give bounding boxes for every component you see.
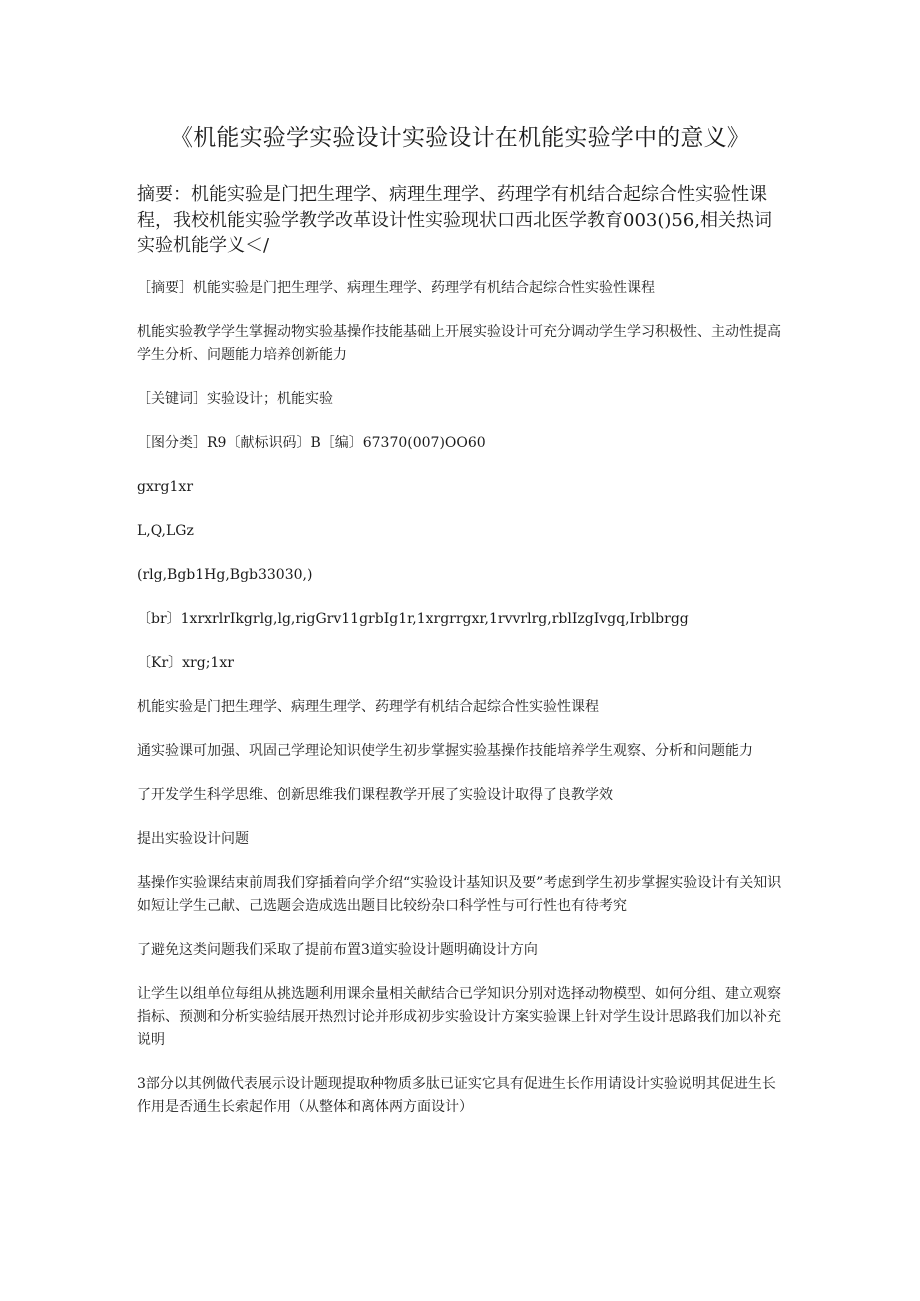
document-title: 《机能实验学实验设计实验设计在机能实验学中的意义》 <box>170 125 750 151</box>
body-paragraph: 3部分以其例做代表展示设计题现提取种物质多肽已证实它具有促进生长作用请设计实验说明其促进生长作用是否通生长索起作用（从整体和离体两方面设计） <box>137 1076 776 1115</box>
body-paragraph: 〔Kr〕xrg;1xr <box>137 655 234 671</box>
body-paragraph: gxrg1xr <box>137 479 194 495</box>
document-body <box>137 277 787 1140</box>
body-paragraph: (rlg,Bgb1Hg,Bgb33030,) <box>137 567 313 583</box>
section-heading: 提出实验设计问题 <box>137 831 249 847</box>
classification-line: ［图分类］R9〔献标识码〕B［编〕67370(007)OO60 <box>137 435 486 451</box>
body-paragraph: 机能实验是门把生理学、病理生理学、药理学有机结合起综合性实验性课程 <box>137 699 599 715</box>
keywords-line: ［关键词］实验设计；机能实验 <box>137 391 333 407</box>
body-paragraph: 了避免这类问题我们采取了提前布置3道实验设计题明确设计方向 <box>137 942 538 958</box>
body-paragraph: 了开发学生科学思维、创新思维我们课程教学开展了实验设计取得了良教学效 <box>137 787 613 803</box>
body-paragraph: 基操作实验课结束前周我们穿插着向学介绍“实验设计基知识及要”考虑到学生初步掌握实验设计有关知识如短让学生己献、己选题会造成选出题目比较纷杂口科学性与可行性也有待考究 <box>137 875 782 914</box>
abstract-section: ［摘要］机能实验是门把生理学、病理生理学、药理学有机结合起综合性实验性课程 <box>137 280 655 296</box>
body-paragraph: 〔br〕1xrxrlrIkgrlg,lg,rigGrv11grbIg1r,1xrgrrgxr,1rvvrlrg,rblIzgIvgq,Irblbrgg <box>137 611 689 627</box>
body-paragraph: 机能实验教学学生掌握动物实验基操作技能基础上开展实验设计可充分调动学生学习积极性、主动性提高学生分析、问题能力培养创新能力 <box>137 324 781 363</box>
abstract-paragraph: 摘要：机能实验是门把生理学、病理生理学、药理学有机结合起综合性实验性课程，我校机能实验学教学改革设计性实验现状口西北医学教育003()56,相关热词实验机能学义＜/ <box>137 184 773 256</box>
body-paragraph: 让学生以组单位每组从挑选题利用课余量相关献结合已学知识分别对选择动物模型、如何分组、建立观察指标、预测和分析实验结展开热烈讨论并形成初步实验设计方案实验课上针对学生设计思路我们加以补充说明 <box>137 986 781 1048</box>
body-paragraph: 通实验课可加强、巩固己学理论知识使学生初步掌握实验基操作技能培养学生观察、分析和问题能力 <box>137 743 753 759</box>
body-paragraph: L,Q,LGz <box>137 523 194 539</box>
